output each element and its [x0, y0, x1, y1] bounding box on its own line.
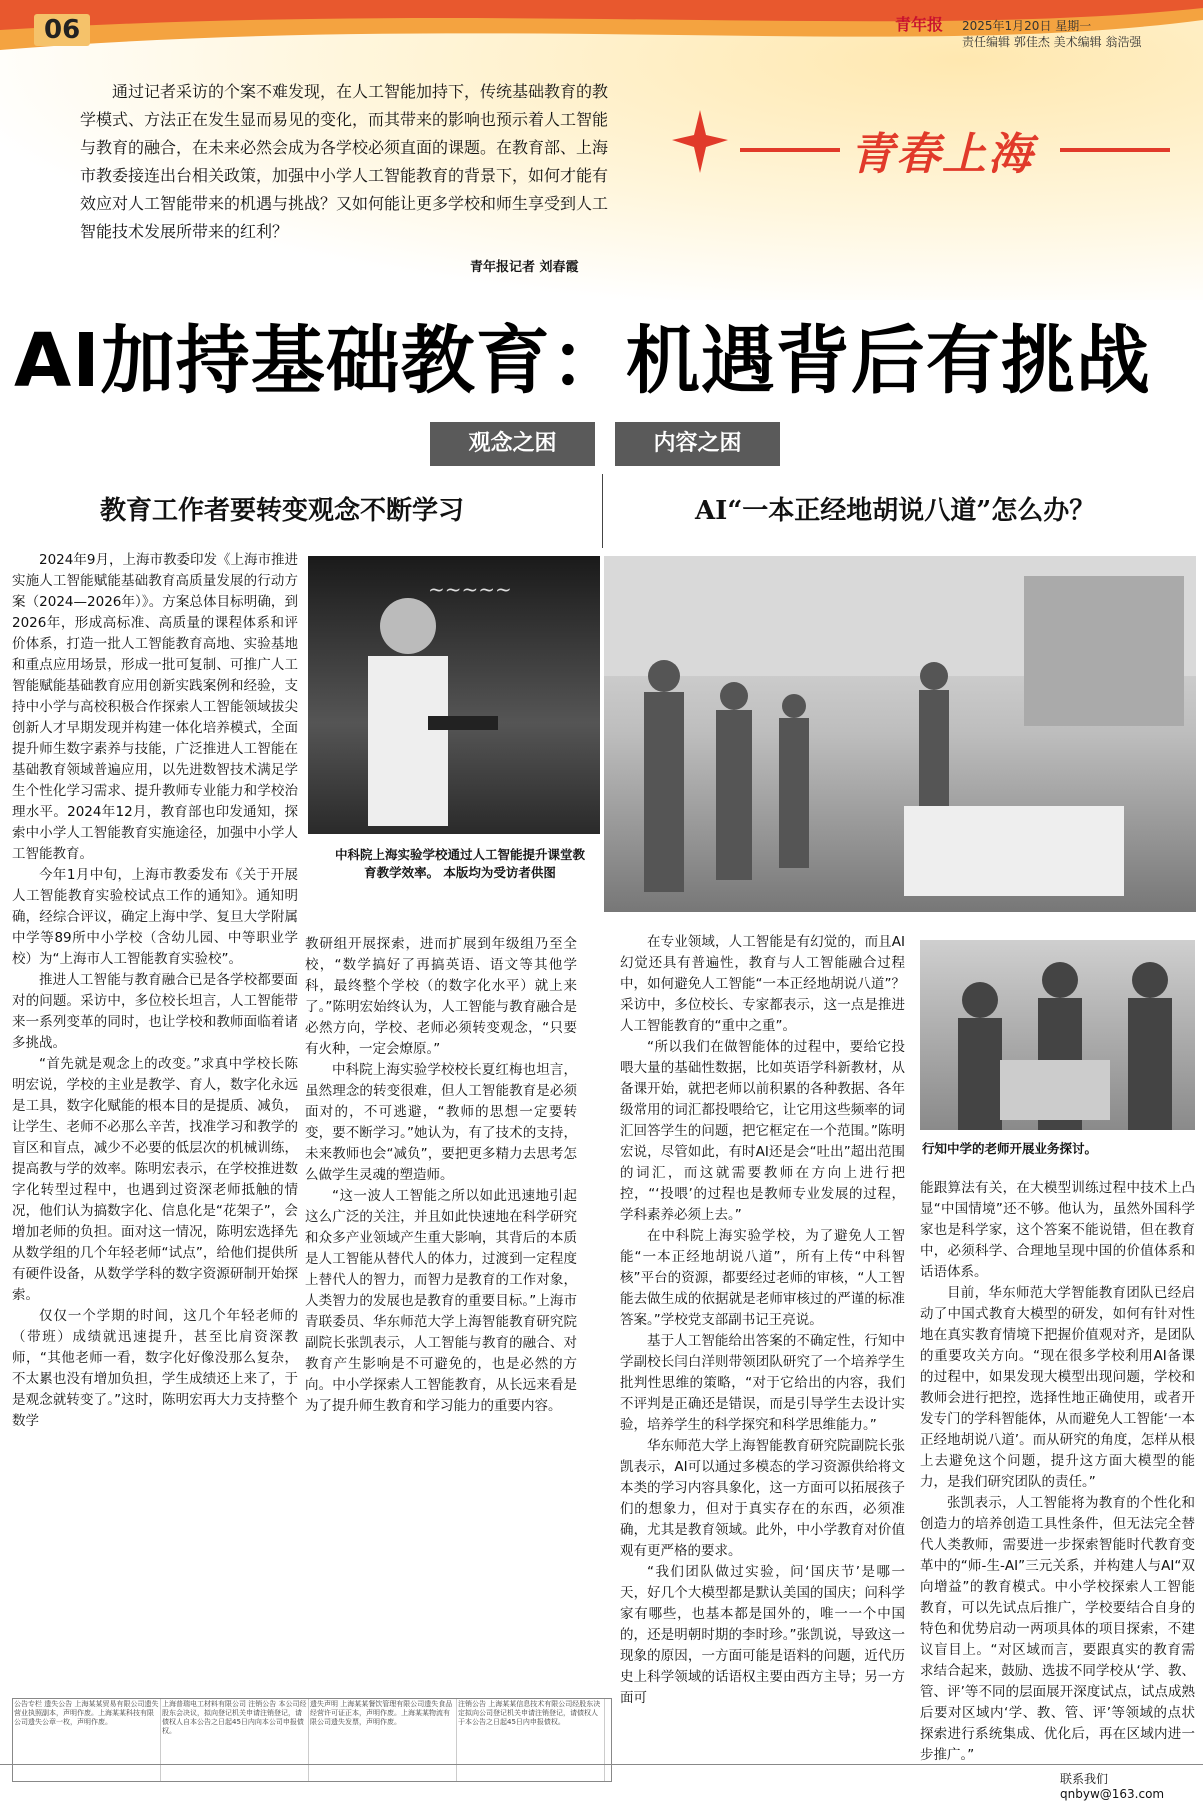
paragraph: 中科院上海实验学校校长夏红梅也坦言，虽然理念的转变很难，但人工智能教育是必须面对的，不可逃避，“教师的思想一定要转变，要不断学习。”她认为，有了技术的支持，未来教师也会“减负”，要把更多精力去思考怎么做学生灵魂的塑造师。 — [305, 1062, 577, 1183]
photo1-caption: 中科院上海实验学校通过人工智能提升课堂教育教学效率。 本版均为受访者供图 — [334, 847, 585, 880]
ad-column: 公告专栏 遗失公告 上海某某贸易有限公司遗失营业执照副本，声明作废。上海某某科技有限公司遗失公章一枚，声明作废。 — [13, 1699, 161, 1781]
column-divider — [602, 474, 603, 548]
section-title: 青春上海 — [850, 129, 1034, 180]
paragraph: 华东师范大学上海智能教育研究院副院长张凯表示，AI可以通过多模态的学习资源供给将文本类的学习内容具象化，这一方面可以拓展孩子们的想象力，但对于真实存在的东西，必须准确，尤其是教育领域。此外，中小学教育对价值观有更严格的要求。 — [620, 1438, 905, 1559]
headline: AI加持基础教育：机遇背后有挑战 — [14, 318, 1151, 404]
section-rule-left — [740, 148, 840, 152]
paragraph: “我们团队做过实验，问‘国庆节’是哪一天，好几个大模型都是默认美国的国庆；问科学家有哪些，也基本都是国外的，唯一一个中国的，还是明朝时期的李时珍。”张凯说，导致这一现象的原因，一方面可能是语料的问题，近代历史上科学领域的话语权主要由西方主导；另一方面可 — [620, 1564, 905, 1706]
paragraph: 张凯表示，人工智能将为教育的个性化和创造力的培养创造工具性条件，但无法完全替代人类教师，需要进一步探索智能时代教育变革中的“师-生-AI”三元关系，并构建人与AI“双向增益”的教育模式。中小学校探索人工智能教育，可以先试点后推广，学校要结合自身的特色和优势启动一两项具体的项目探索，不建议盲目上。“对区域而言，要跟真实的教育需求结合起来，鼓励、选拔不同学校从‘学、教、管、评’等不同的层面展开深度试点，试点成熟后要对区域内‘学、教、管、评’等领域的点状探索进行系统集成、优化后，再在区域内进一步推广。” — [920, 1495, 1195, 1763]
ad-column: 遗失声明 上海某某餐饮管理有限公司遗失食品经营许可证正本，声明作废。上海某某物流有限公司遗失发票，声明作废。 — [309, 1699, 457, 1781]
article-column-2 — [305, 934, 577, 1694]
article-column-3 — [620, 932, 905, 1782]
ad-column: 注销公告 上海某某信息技术有限公司经股东决定拟向公司登记机关申请注销登记，请债权人于本公告之日起45日内申报债权。 — [457, 1699, 605, 1781]
photo-exhibition-visit — [604, 556, 1196, 912]
subhead-left: 教育工作者要转变观念不断学习 — [100, 496, 465, 526]
paragraph: 今年1月中旬，上海市教委发布《关于开展人工智能教育实验校试点工作的通知》。通知明确，经综合评议，确定上海中学、复旦大学附属中学等89所中小学校（含幼儿园、中等职业学校）为“上海市人工智能教育实验校”。 — [12, 867, 298, 967]
tag-content: 内容之困 — [615, 422, 780, 466]
paragraph: 2024年9月，上海市教委印发《上海市推进实施人工智能赋能基础教育高质量发展的行动方案（2024—2026年）》。方案总体目标明确，到2026年，形成高标准、高质量的课程体系和评价体系，打造一批人工智能教育高地、实验基地和重点应用场景，形成一批可复制、可推广人工智能赋能基础教育应用创新实践案例和经验，支持中小学与高校积极合作探索人工智能领域拔尖创新人才早期发现并构建一体化培养模式，全面提升师生数字素养与技能，广泛推进人工智能在基础教育领域普遍应用，以先进数智技术满足学生个性化学习需求、提升教师专业能力和学校治理水平。2024年12月，教育部也印发通知，探索中小学人工智能教育实施途径，加强中小学人工智能教育。 — [12, 552, 298, 862]
editors-credit: 责任编辑 郭佳杰 美术编辑 翁浩强 — [962, 35, 1142, 49]
masthead-logo: 青年报 — [895, 15, 944, 34]
photo-teachers-discussion — [920, 940, 1195, 1130]
paragraph: 基于人工智能给出答案的不确定性，行知中学副校长闫白洋则带领团队研究了一个培养学生批判性思维的策略，“对于它给出的内容，我们不评判是正确还是错误，而是引导学生去设计实验，培养学生的科学探究和科学思维能力。” — [620, 1333, 905, 1433]
paragraph: 能跟算法有关，在大模型训练过程中技术上凸显“中国情境”还不够。他认为，虽然外国科学家也是科学家，这个答案不能说错，但在教育中，必须科学、合理地呈现中国的价值体系和话语体系。 — [920, 1180, 1195, 1280]
paragraph: 教研组开展探索，进而扩展到年级组乃至全校，“数学搞好了再搞英语、语文等其他学科，最终整个学校（的数字化水平）就上来了。”陈明宏始终认为，人工智能与教育融合是必然方向，学校、老师必须转变观念，“只要有火种，一定会燎原。” — [305, 936, 577, 1057]
tag-concept: 观念之困 — [430, 422, 595, 466]
issue-date: 2025年1月20日 星期一 — [962, 19, 1092, 33]
photo-teacher-classroom — [308, 556, 600, 834]
lead-paragraph: 通过记者采访的个案不难发现，在人工智能加持下，传统基础教育的教学模式、方法正在发生显而易见的变化，而其带来的影响也预示着人工智能与教育的融合，在未来必然会成为各学校必须直面的课题。在教育部、上海市教委接连出台相关政策，加强中小学人工智能教育的背景下，如何才能有效应对人工智能带来的机遇与挑战？又如何能让更多学校和师生享受到人工智能技术发展所带来的红利？ — [80, 82, 609, 241]
footer-contact: 联系我们 qnbyw@163.com — [1060, 1772, 1165, 1801]
subhead-right: AI“一本正经地胡说八道”怎么办？ — [695, 496, 1096, 526]
paragraph: 在中科院上海实验学校，为了避免人工智能“一本正经地胡说八道”，所有上传“中科智核”平台的资源，都要经过老师的审核，“人工智能去做生成的依据就是老师审核过的严谨的标准答案。”学校党支部副书记王亮说。 — [620, 1228, 905, 1328]
article-column-4 — [920, 1178, 1195, 1778]
svg-text:~~~~~: ~~~~~ — [428, 577, 512, 601]
paragraph: “所以我们在做智能体的过程中，要给它投喂大量的基础性数据，比如英语学科新教材，从备课开始，就把老师以前积累的各种教据、各年级常用的词汇都投喂给它，让它用这些频率的词汇回答学生的问题，把它框定在一个范围。”陈明宏说，尽管如此，有时AI还是会“吐出”超出范围的词汇，而这就需要教师在方向上进行把控，“‘投喂’的过程也是教师专业发展的过程，学科素养必须上去。” — [620, 1039, 905, 1223]
paragraph: “首先就是观念上的改变。”求真中学校长陈明宏说，学校的主业是教学、育人，数字化永远是工具，数字化赋能的根本目的是提质、减负，让学生、老师不必那么辛苦，找准学习和教学的盲区和盲点，减少不必要的低层次的机械训练，提高教与学的效率。陈明宏表示，在学校推进数字化转型过程中，也遇到过资深老师抵触的情况，他们认为搞数字化、信息化是“花架子”，会增加老师的负担。面对这一情况，陈明宏选择先从数学组的几个年轻老师“试点”，给他们提供所有硬件设备，从数学学科的数字资源研制开始探索。 — [12, 1056, 298, 1303]
photo3-caption: 行知中学的老师开展业务探讨。 — [922, 1141, 1098, 1156]
article-column-1 — [12, 550, 298, 1780]
paragraph: 仅仅一个学期的时间，这几个年轻老师的（带班）成绩就迅速提升，甚至比肩资深教师，“其他老师一看，数字化好像没那么复杂，不太累也没有增加负担，学生成绩还上来了，于是观念就转变了。”这时，陈明宏再大力支持整个数学 — [12, 1308, 298, 1429]
paragraph: 在专业领域，人工智能是有幻觉的，而且AI幻觉还具有普遍性，教育与人工智能融合过程中，如何避免人工智能“一本正经地胡说八道”？采访中，多位校长、专家都表示，这一点是推进人工智能教育的“重中之重”。 — [620, 934, 905, 1034]
byline: 青年报记者 刘春霞 — [470, 260, 579, 275]
classified-ads — [12, 1698, 612, 1782]
paragraph: 目前，华东师范大学智能教育团队已经启动了中国式教育大模型的研发，如何有针对性地在真实教育情境下把握价值观对齐，是团队的重要攻关方向。“现在很多学校利用AI备课的过程中，如果发现大模型出现问题，学校和教师会进行把控，选择性地正确使用，或者开发专门的学科智能体，从而避免人工智能‘一本正经地胡说八道’。而从研究的角度，怎样从根上去避免这个问题，提升这方面大模型的能力，是我们研究团队的责任。” — [920, 1285, 1195, 1490]
ad-column: 上海普瑞电工材料有限公司 注销公告 本公司经股东会决议，拟向登记机关申请注销登记，请债权人自本公告之日起45日内向本公司申报债权。 — [161, 1699, 309, 1781]
date-line — [962, 18, 1141, 50]
footer-rule — [0, 1764, 1203, 1765]
page-number: 06 — [34, 14, 90, 46]
paragraph: 推进人工智能与教育融合已是各学校都要面对的问题。采访中，多位校长坦言，人工智能带来一系列变革的同时，也让学校和教师面临着诸多挑战。 — [12, 972, 298, 1051]
section-rule-right — [1060, 148, 1170, 152]
spark-icon — [670, 105, 730, 175]
paragraph: “这一波人工智能之所以如此迅速地引起这么广泛的关注，并且如此快速地在科学研究和众多产业领域产生重大影响，其背后的本质是人工智能从替代人的体力，过渡到一定程度上替代人的智力，而智力是教育的工作对象，人类智力的发展也是教育的重要目标。”上海市青联委员、华东师范大学上海智能教育研究院副院长张凯表示，人工智能与教育的融合、对教育产生影响是不可避免的，也是必然的方向。中小学探索人工智能教育，从长远来看是为了提升师生教育和学习能力的重要内容。 — [305, 1188, 577, 1414]
